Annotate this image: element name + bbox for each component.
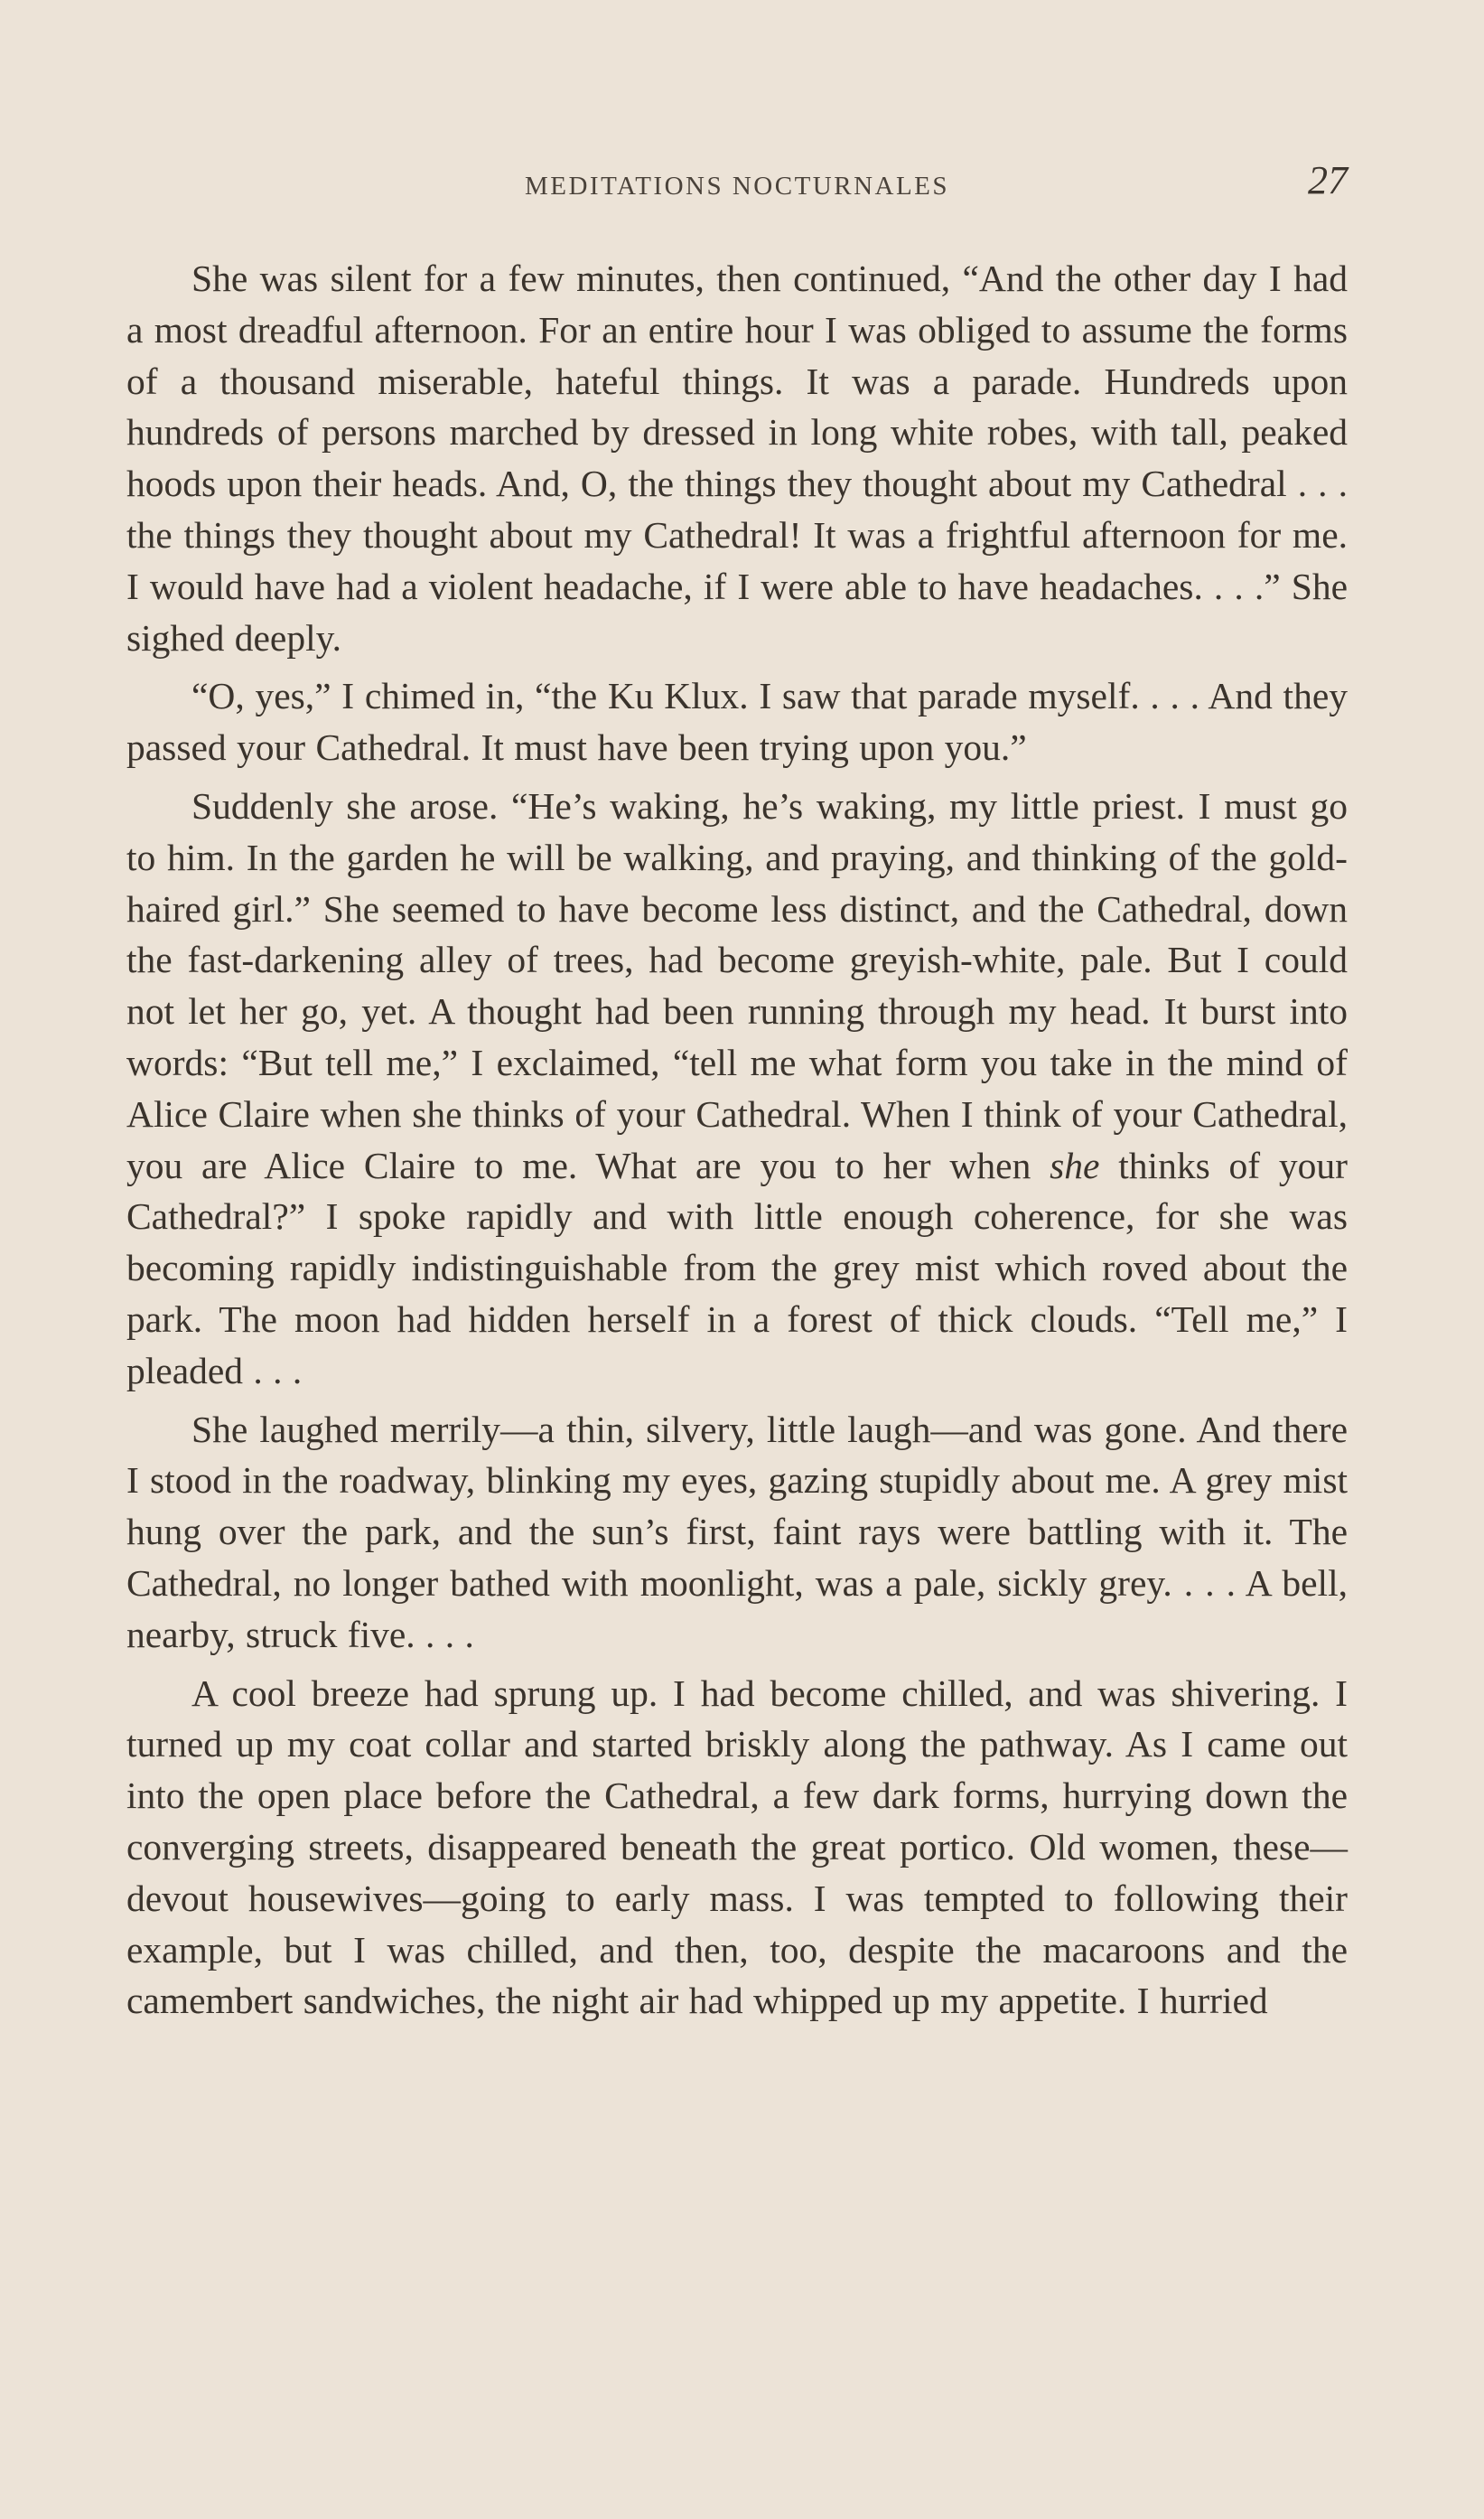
paragraph-5-text: A cool breeze had sprung up. I had become chilled, and was shivering. I turned up my coat collar and started briskly along the pathway. As I came out into the open place before the Cathedral, a few dark forms, hurrying down the converging streets, disappeared beneath the great portico. Old women, these—devout housewives—going to early mass. I was tempted to following their example, but I was chilled, and then, too, despite the macaroons and the camembert sandwiches, the night air had whipped up my appetite. I hurried (126, 1672, 1348, 2022)
paragraph-4-text: She laughed merrily—a thin, silvery, little laugh—and was gone. And there I stood in the roadway, blinking my eyes, gazing stupidly about me. A grey mist hung over the park, and the sun’s first, faint rays were battling with it. The Cathedral, no longer bathed with moonlight, was a pale, sickly grey. . . . A bell, nearby, struck five. . . . (126, 1408, 1348, 1655)
body-text (126, 253, 1348, 2034)
paragraph-4 (126, 1404, 1348, 1661)
paragraph-3-text-start: Suddenly she arose. “He’s waking, he’s waking, my little priest. I must go to him. In the garden he will be walking, and praying, and thinking of the gold-haired girl.” She seemed to have become less distinct, and the Cathedral, down the fast-darkening alley of trees, had become greyish-white, pale. But I could not let her go, yet. A thought had been running through my head. It burst into words: “But tell me,” I exclaimed, “tell me what form you take in the mind of Alice Claire when she thinks of your Cathedral. When I think of your Cathedral, you are Alice Claire to me. What are you to her when (126, 784, 1348, 1186)
paragraph-1 (126, 253, 1348, 663)
running-head (126, 158, 1348, 217)
paragraph-3-italic: she (1050, 1144, 1100, 1186)
paragraph-1-text: She was silent for a few minutes, then continued, “And the other day I had a most dreadful afternoon. For an entire hour I was obliged to assume the forms of a thousand miserable, hateful things. It was a parade. Hundreds upon hundreds of persons marched by dressed in long white robes, with tall, peaked hoods upon their heads. And, O, the things they thought about my Cathedral . . . the things they thought about my Cathedral! It was a frightful afternoon for me. I would have had a violent headache, if I were able to have headaches. . . .” She sighed deeply. (126, 258, 1348, 659)
page-number: 27 (1308, 158, 1348, 202)
paragraph-2 (126, 670, 1348, 773)
running-title: MEDITATIONS NOCTURNALES (524, 172, 950, 201)
paragraph-2-text: “O, yes,” I chimed in, “the Ku Klux. I saw that parade myself. . . . And they passed your Cathedral. It must have been trying upon you.” (126, 675, 1348, 769)
paragraph-3 (126, 781, 1348, 1397)
paragraph-3-text-end: thinks of your Cathedral?” I spoke rapidly and with little enough coherence, for she was becoming rapidly indistinguishable from the grey mist which roved about the park. The moon had hidden herself in a forest of thick clouds. “Tell me,” I pleaded . . . (126, 1144, 1348, 1391)
paragraph-5 (126, 1668, 1348, 2027)
